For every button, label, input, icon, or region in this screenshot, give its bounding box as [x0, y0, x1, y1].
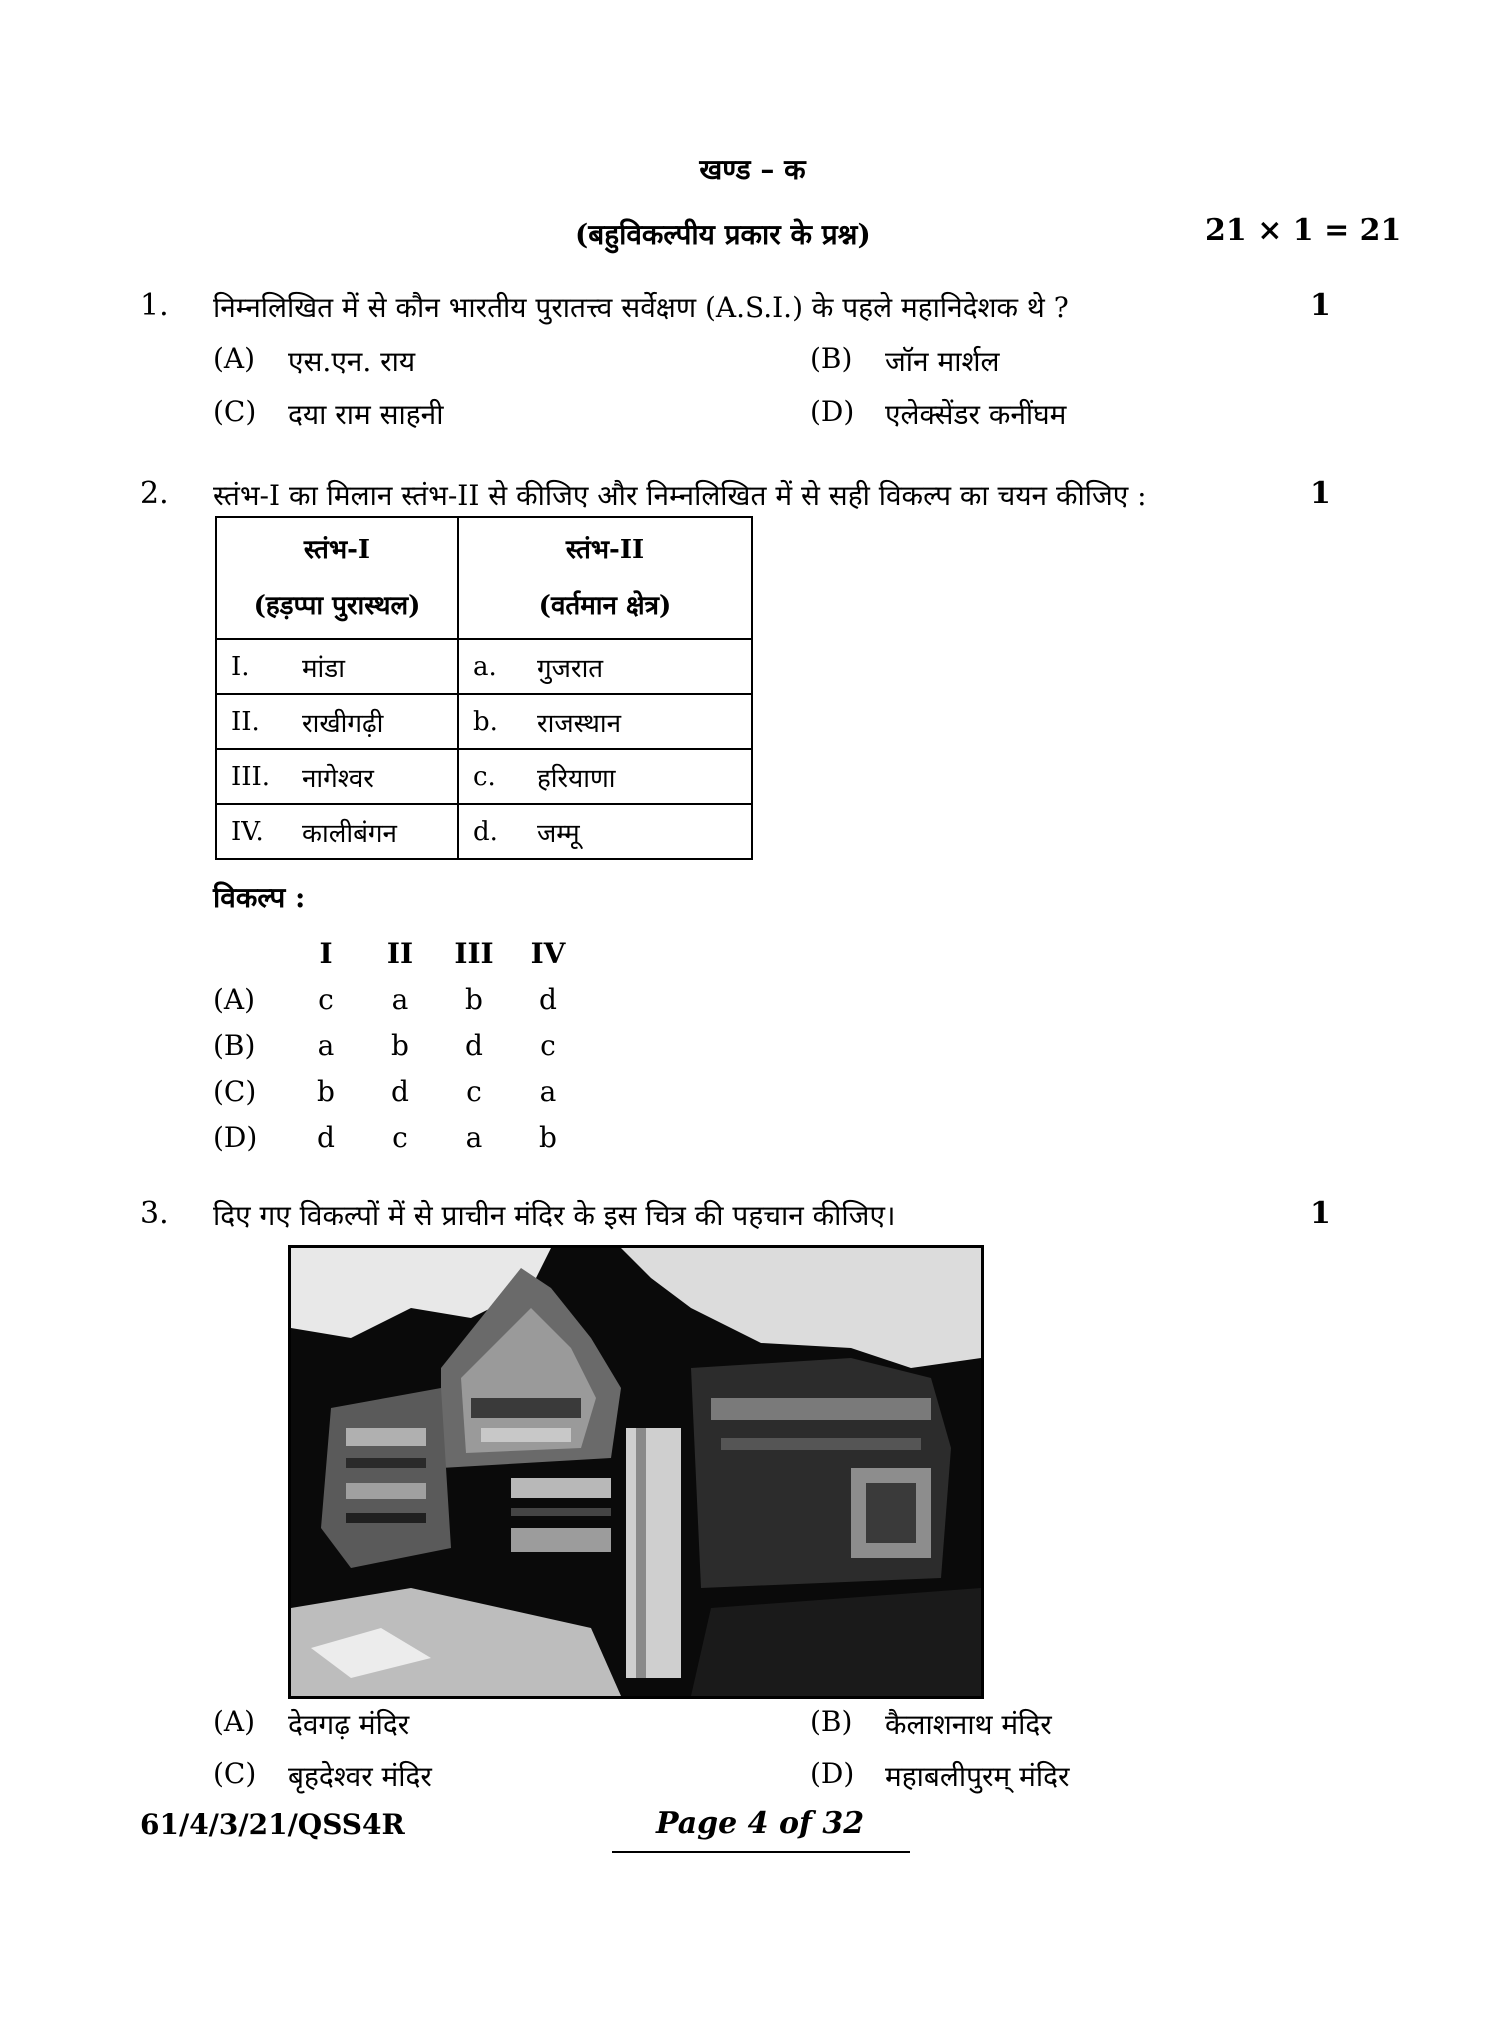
paper-code: 61/4/3/21/QSS4R: [140, 1808, 405, 1841]
row-numeral: I.: [231, 651, 250, 682]
option-label[interactable]: (D): [213, 1120, 258, 1154]
q1-option-b-text[interactable]: जॉन मार्शल: [885, 345, 1000, 378]
q2-option-c[interactable]: [213, 1068, 585, 1114]
q2-option-b[interactable]: [213, 1022, 585, 1068]
option-value: d: [317, 1120, 335, 1154]
option-value: a: [317, 1028, 335, 1062]
option-label[interactable]: (A): [213, 982, 256, 1016]
q2-options-label: विकल्प :: [213, 881, 306, 914]
q3-number: 3.: [140, 1196, 169, 1231]
q1-option-c-text[interactable]: दया राम साहनी: [288, 398, 444, 431]
option-value: b: [539, 1120, 557, 1154]
region-name: राजस्थान: [537, 708, 622, 739]
q3-option-b-label[interactable]: (B): [810, 1705, 853, 1738]
page-number-underline: [612, 1851, 910, 1853]
q2-option-a[interactable]: [213, 976, 585, 1022]
q3-option-c-label[interactable]: (C): [213, 1757, 257, 1790]
q1-option-d-text[interactable]: एलेक्सेंडर कनींघम: [885, 398, 1067, 431]
q1-number: 1.: [140, 288, 169, 323]
q2-option-d[interactable]: [213, 1114, 585, 1160]
option-value: d: [391, 1074, 409, 1108]
option-label[interactable]: (C): [213, 1074, 257, 1108]
option-value: a: [465, 1120, 483, 1154]
region-name: जम्मू: [537, 818, 580, 849]
col1-title: स्तंभ-I: [303, 535, 371, 565]
row-letter: a.: [473, 651, 497, 682]
q2-number: 2.: [140, 476, 169, 511]
option-value: d: [539, 982, 557, 1016]
col2-subtitle: (वर्तमान क्षेत्र): [538, 591, 672, 621]
region-name: हरियाणा: [537, 763, 616, 794]
option-value: c: [392, 1120, 408, 1154]
q3-option-a-text[interactable]: देवगढ़ मंदिर: [288, 1708, 410, 1741]
section-marks-total: 21 × 1 = 21: [1205, 213, 1402, 248]
row-letter: b.: [473, 706, 498, 737]
option-label[interactable]: (B): [213, 1028, 256, 1062]
option-value: b: [317, 1074, 335, 1108]
match-table-col1-header: [216, 517, 458, 639]
q3-option-b-text[interactable]: कैलाशनाथ मंदिर: [885, 1708, 1052, 1741]
q1-option-b-label[interactable]: (B): [810, 342, 853, 375]
option-value: c: [318, 982, 334, 1016]
q1-text: निम्नलिखित में से कौन भारतीय पुरातत्त्व सर्वेक्षण (A.S.I.) के पहले महानिदेशक थे ?: [213, 291, 1069, 324]
option-value: c: [466, 1074, 482, 1108]
q1-marks: 1: [1310, 288, 1331, 323]
q3-option-c-text[interactable]: बृहदेश्वर मंदिर: [288, 1760, 432, 1793]
site-name: नागेश्वर: [302, 763, 374, 794]
header-col-i: I: [319, 936, 333, 970]
option-value: a: [391, 982, 409, 1016]
option-value: a: [539, 1074, 557, 1108]
table-row: [216, 804, 752, 859]
section-subtitle: (बहुविकल्पीय प्रकार के प्रश्न): [575, 218, 871, 251]
q2-marks: 1: [1310, 476, 1331, 511]
q3-option-d-label[interactable]: (D): [810, 1757, 855, 1790]
q1-option-a-label[interactable]: (A): [213, 342, 256, 375]
region-name: गुजरात: [537, 653, 604, 684]
row-letter: d.: [473, 816, 498, 847]
match-table: [215, 516, 753, 860]
row-numeral: IV.: [231, 816, 264, 847]
option-value: b: [465, 982, 483, 1016]
row-numeral: II.: [231, 706, 260, 737]
q2-options-grid: [213, 930, 585, 1160]
q3-option-d-text[interactable]: महाबलीपुरम् मंदिर: [885, 1760, 1070, 1793]
section-title: खण्ड – क: [699, 153, 806, 186]
temple-photo-illustration: [291, 1248, 981, 1696]
q1-option-c-label[interactable]: (C): [213, 395, 257, 428]
header-col-ii: II: [386, 936, 414, 970]
row-letter: c.: [473, 761, 496, 792]
table-row: [216, 694, 752, 749]
row-numeral: III.: [231, 761, 271, 792]
q3-text: दिए गए विकल्पों में से प्राचीन मंदिर के इस चित्र की पहचान कीजिए।: [213, 1199, 896, 1232]
table-row: [216, 639, 752, 694]
option-value: c: [540, 1028, 556, 1062]
q2-text: स्तंभ-I का मिलान स्तंभ-II से कीजिए और निम्नलिखित में से सही विकल्प का चयन कीजिए :: [213, 479, 1147, 512]
header-col-iii: III: [454, 936, 494, 970]
temple-photo: [288, 1245, 984, 1699]
page-number: Page 4 of 32: [655, 1806, 865, 1841]
q3-marks: 1: [1310, 1196, 1331, 1231]
col1-subtitle: (हड़प्पा पुरास्थल): [253, 591, 421, 621]
q2-options-header: [213, 930, 585, 976]
option-value: b: [391, 1028, 409, 1062]
table-row: [216, 749, 752, 804]
site-name: राखीगढ़ी: [302, 708, 384, 739]
option-value: d: [465, 1028, 483, 1062]
q1-option-a-text[interactable]: एस.एन. राय: [288, 345, 416, 378]
col2-title: स्तंभ-II: [565, 535, 645, 565]
site-name: मांडा: [302, 653, 345, 684]
q1-option-d-label[interactable]: (D): [810, 395, 855, 428]
site-name: कालीबंगन: [302, 818, 397, 849]
q3-option-a-label[interactable]: (A): [213, 1705, 256, 1738]
header-col-iv: IV: [530, 936, 566, 970]
match-table-col2-header: [458, 517, 752, 639]
